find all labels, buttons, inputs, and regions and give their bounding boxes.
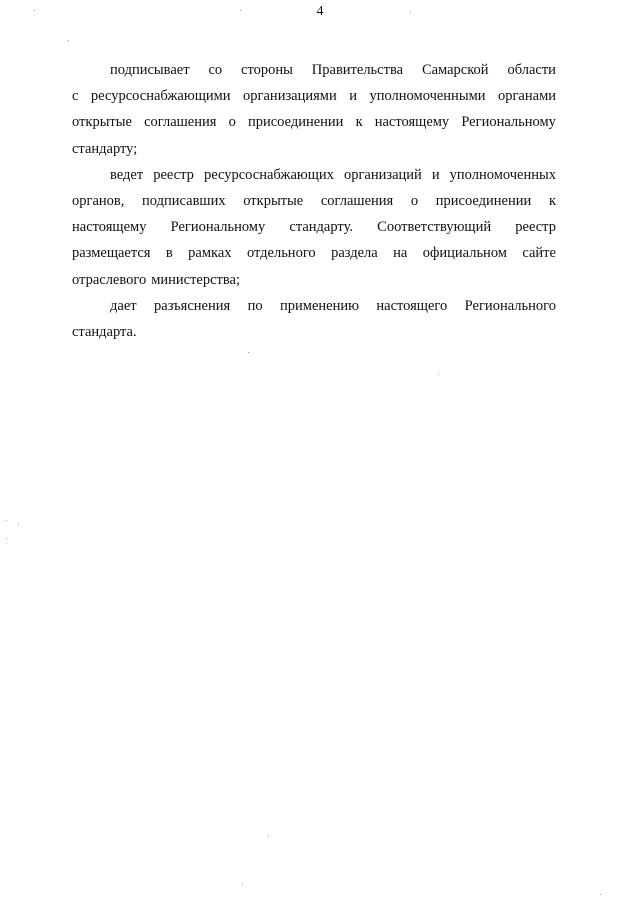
scan-speck [242, 884, 243, 885]
word: стандарту; [72, 140, 138, 157]
scan-speck [34, 10, 35, 11]
word: отдельного [246, 245, 316, 262]
word: дает [110, 297, 137, 314]
word: уполномоченных [449, 166, 556, 183]
word: соглашения [144, 114, 217, 131]
scan-speck [18, 524, 19, 525]
word: открытые [72, 114, 132, 131]
text-line [72, 188, 556, 214]
text-line [72, 240, 556, 266]
word: о [228, 114, 236, 131]
word: реестр [153, 166, 194, 183]
word: к [355, 114, 363, 131]
word: и [431, 166, 440, 183]
word: сайте [522, 245, 556, 262]
scan-speck [6, 520, 7, 521]
scan-speck [268, 836, 269, 837]
word: Региональному [461, 114, 556, 131]
word: министерства; [151, 271, 241, 288]
word: стандарта. [72, 323, 137, 340]
word: настоящему [72, 219, 147, 236]
word: органами [497, 88, 556, 105]
word: присоединении [247, 114, 344, 131]
word: органов, [72, 192, 125, 209]
text-line [72, 136, 556, 162]
word: открытые [243, 192, 304, 209]
word: официальном [422, 245, 507, 262]
text-line [72, 162, 556, 188]
word: ведет [110, 166, 144, 183]
word: присоединении [435, 192, 532, 209]
word: ресурсоснабжающих [203, 166, 334, 183]
text-line [72, 267, 556, 293]
word: Правительства [311, 62, 404, 78]
word: области [507, 62, 556, 78]
word: по [247, 297, 263, 314]
word: настоящего [376, 297, 448, 314]
word: и [349, 88, 357, 105]
word: рамках [188, 245, 232, 262]
paragraph [72, 162, 556, 293]
word: организаций [343, 166, 422, 183]
word: Регионального [464, 297, 556, 314]
document-body [72, 57, 556, 345]
word: Самарской [421, 62, 489, 78]
word: раздела [331, 245, 378, 262]
text-line [72, 293, 556, 319]
scan-speck [410, 12, 411, 13]
word: к [548, 192, 556, 209]
word: со [208, 62, 223, 78]
word: настоящему [374, 114, 450, 131]
text-line [72, 214, 556, 240]
page-number: 4 [316, 4, 324, 19]
scan-speck [248, 352, 249, 353]
word: соглашения [320, 192, 394, 209]
text-line [72, 57, 556, 83]
word: подписавших [142, 192, 226, 209]
paragraph [72, 293, 556, 345]
word: в [165, 245, 173, 262]
paragraph [72, 57, 556, 162]
word: Соответствующий [377, 219, 492, 236]
word: Региональному [170, 219, 266, 236]
word: отраслевого [72, 271, 147, 288]
word: уполномоченными [369, 88, 486, 105]
text-line [72, 109, 556, 135]
word: реестр [515, 219, 556, 236]
word: о [410, 192, 419, 209]
word: применению [280, 297, 359, 314]
word: ресурсоснабжающими [90, 88, 231, 105]
word: стороны [241, 62, 293, 78]
text-line [72, 83, 556, 109]
word: с [72, 88, 79, 105]
text-line [72, 319, 556, 345]
word: размещается [72, 245, 151, 262]
scan-speck [240, 10, 241, 11]
word: организациями [243, 88, 337, 105]
scan-speck [438, 374, 439, 375]
word: разъяснения [154, 297, 231, 314]
word: стандарту. [289, 219, 353, 236]
scan-speck [600, 894, 601, 895]
scan-speck [68, 40, 69, 41]
word: на [393, 245, 408, 262]
word: подписывает [110, 62, 190, 78]
scan-speck [6, 538, 7, 539]
